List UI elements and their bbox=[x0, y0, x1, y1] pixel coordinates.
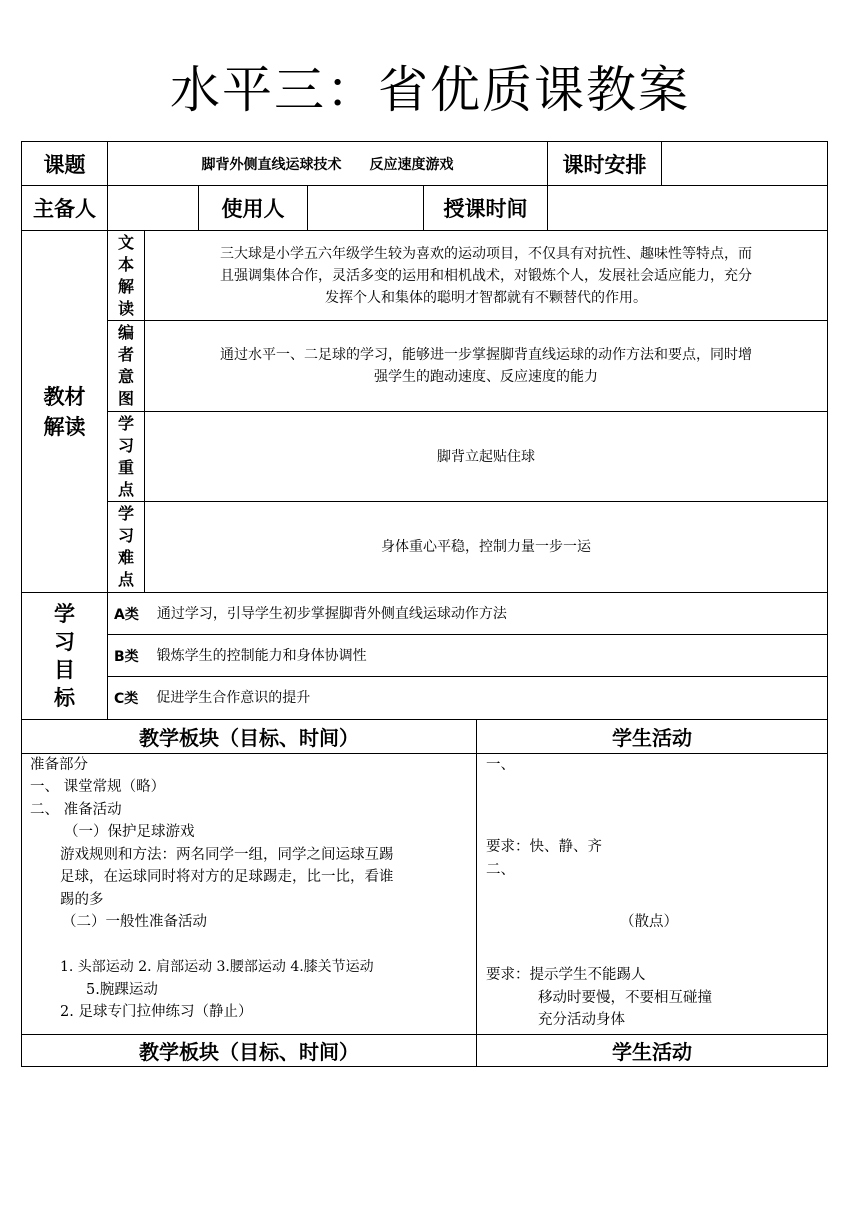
label-char: 点 bbox=[117, 479, 134, 499]
objective-text: 锻炼学生的控制能力和身体协调性 bbox=[156, 647, 367, 664]
user-label: 使用人 bbox=[221, 197, 285, 221]
label-char: 习 bbox=[54, 630, 75, 654]
time-value bbox=[548, 186, 827, 230]
plan-line: 2. 足球专门拉伸练习（静止） bbox=[60, 1004, 253, 1020]
activity-line: 要求：快、静、齐 bbox=[486, 839, 602, 855]
footer-col-header-right: 学生活动 bbox=[612, 1040, 692, 1064]
objective-class: C类 bbox=[114, 691, 139, 707]
plan-line: 游戏规则和方法：两名同学一组，同学之间运球互踢 bbox=[60, 847, 394, 863]
schedule-value bbox=[662, 142, 827, 185]
label-char: 读 bbox=[117, 298, 134, 318]
label-char: 习 bbox=[117, 435, 134, 455]
label-char: 学 bbox=[54, 602, 75, 626]
plan-line: （一）保护足球游戏 bbox=[64, 824, 195, 840]
user-value bbox=[308, 186, 423, 230]
col-divider bbox=[476, 719, 477, 1066]
topic-value-secondary: 反应速度游戏 bbox=[369, 156, 454, 173]
objective-class: B类 bbox=[114, 648, 139, 665]
topic-value-main: 脚背外侧直线运球技术 bbox=[201, 156, 342, 173]
plan-line: 5.腕踝运动 bbox=[86, 982, 158, 998]
editor-intent-content bbox=[145, 321, 827, 411]
paragraph-line: 且强调集体合作，灵活多变的运用和相机战术，对锻炼个人，发展社会适应能力，充分 bbox=[220, 267, 752, 284]
textbook-label-line: 教材 bbox=[43, 384, 86, 409]
label-char: 重 bbox=[117, 457, 134, 477]
objective-b bbox=[114, 635, 827, 676]
activity-line: 一、 bbox=[486, 757, 515, 773]
activity-line: 移动时要慢，不要相互碰撞 bbox=[538, 990, 712, 1006]
footer-col-header-left: 教学板块（目标、时间） bbox=[139, 1040, 359, 1064]
plan-col-header-left: 教学板块（目标、时间） bbox=[139, 726, 359, 750]
textbook-section-label bbox=[22, 231, 107, 592]
activity-line: 二、 bbox=[486, 862, 515, 878]
label-char: 习 bbox=[117, 526, 134, 545]
text-reading-content bbox=[145, 231, 827, 320]
topic-value bbox=[108, 142, 547, 185]
activity-line: 要求：提示学生不能踢人 bbox=[486, 967, 646, 983]
page-title: 水平三：省优质课教案 bbox=[170, 61, 690, 119]
label-char: 意 bbox=[117, 367, 134, 386]
plan-line: 二、 准备活动 bbox=[30, 802, 122, 818]
paragraph-line: 强学生的跑动速度、反应速度的能力 bbox=[374, 369, 598, 385]
plan-line: 足球，在运球同时将对方的足球踢走，比一比，看谁 bbox=[60, 869, 394, 885]
difficulty-content: 身体重心平稳，控制力量一步一运 bbox=[381, 539, 591, 555]
plan-line: 踢的多 bbox=[60, 892, 104, 908]
schedule-label: 课时安排 bbox=[562, 152, 647, 177]
topic-label: 课题 bbox=[43, 152, 86, 177]
label-char: 者 bbox=[117, 345, 134, 364]
key-point-content: 脚背立起贴住球 bbox=[437, 448, 535, 465]
plan-line: 一、 课堂常规（略） bbox=[30, 779, 166, 795]
label-char: 文 bbox=[117, 232, 134, 252]
paragraph-line: 通过水平一、二足球的学习，能够进一步掌握脚背直线运球的动作方法和要点，同时增 bbox=[220, 347, 752, 363]
activity-line: 充分活动身体 bbox=[538, 1012, 625, 1028]
subrow-label-text-reading bbox=[108, 231, 144, 320]
preparer-value bbox=[108, 186, 198, 230]
objectives-label bbox=[22, 593, 107, 719]
activity-line: （散点） bbox=[620, 914, 678, 930]
objective-class: A类 bbox=[114, 606, 139, 623]
table-border-right bbox=[827, 141, 828, 1067]
row-divider bbox=[21, 753, 828, 754]
time-label: 授课时间 bbox=[443, 197, 528, 221]
subrow-label-key-point bbox=[108, 412, 144, 501]
plan-line: 准备部分 bbox=[30, 757, 88, 773]
table-border-bottom bbox=[21, 1066, 828, 1067]
plan-line: （二）一般性准备活动 bbox=[62, 914, 207, 930]
objective-text: 促进学生合作意识的提升 bbox=[156, 690, 311, 706]
label-char: 难 bbox=[117, 548, 134, 567]
plan-line: 1. 头部运动 2. 肩部运动 3.腰部运动 4.膝关节运动 bbox=[60, 959, 374, 975]
plan-col-header-right: 学生活动 bbox=[612, 726, 692, 750]
label-char: 学 bbox=[117, 504, 134, 523]
label-char: 编 bbox=[117, 323, 134, 342]
label-char: 目 bbox=[54, 658, 75, 682]
preparer-label: 主备人 bbox=[33, 197, 96, 221]
objective-c bbox=[114, 677, 827, 719]
label-char: 学 bbox=[117, 413, 134, 433]
subrow-label-editor-intent bbox=[108, 321, 144, 411]
label-char: 图 bbox=[117, 389, 134, 408]
textbook-label-line: 解读 bbox=[43, 414, 86, 439]
label-char: 解 bbox=[117, 276, 134, 296]
paragraph-line: 三大球是小学五六年级学生较为喜欢的运动项目，不仅具有对抗性、趣味性等特点，而 bbox=[220, 245, 752, 262]
label-char: 本 bbox=[117, 254, 134, 274]
subrow-label-difficulty bbox=[108, 502, 144, 592]
paragraph-line: 发挥个人和集体的聪明才智都就有不颗替代的作用。 bbox=[325, 289, 647, 306]
objective-a bbox=[114, 593, 827, 634]
objective-text: 通过学习，引导学生初步掌握脚背外侧直线运球动作方法 bbox=[156, 605, 507, 622]
label-char: 点 bbox=[117, 570, 134, 589]
label-char: 标 bbox=[54, 686, 75, 710]
